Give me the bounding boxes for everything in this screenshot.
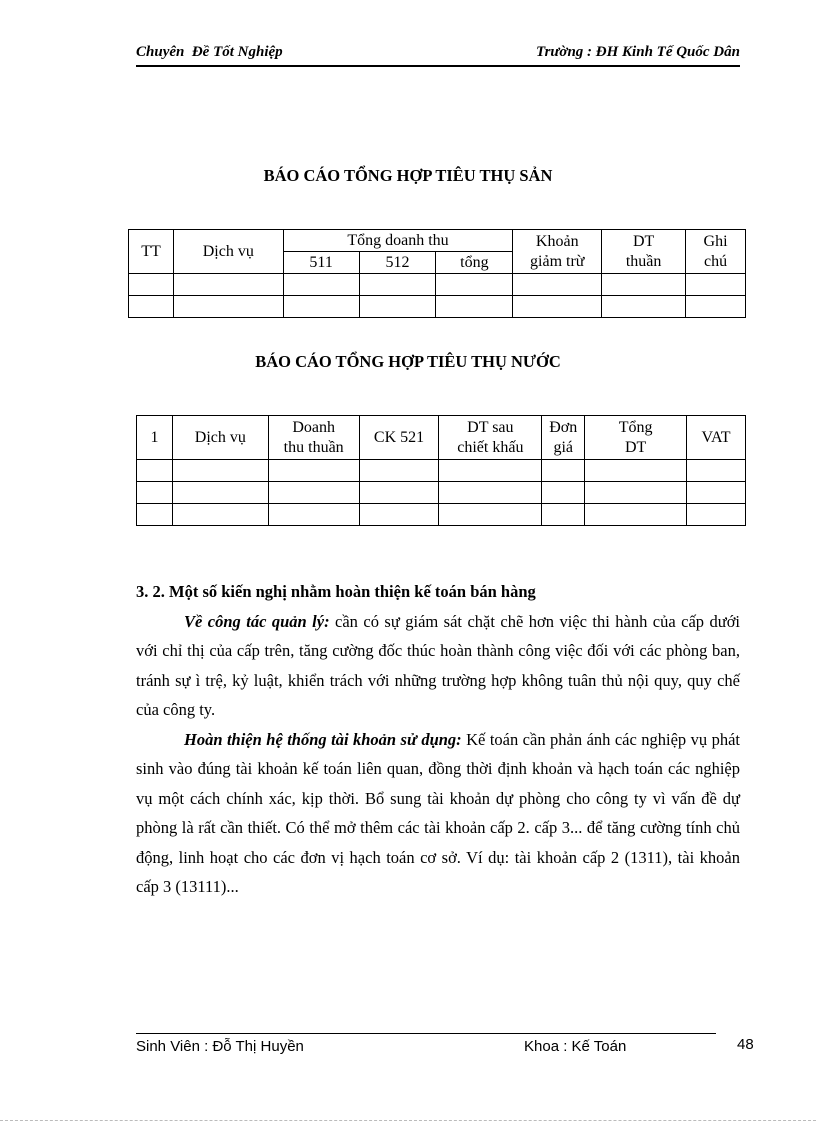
paragraph-management: [136, 607, 740, 725]
col-total-dt-line1: Tổng: [618, 418, 653, 436]
paragraph-management-text: cần có sự giám sát chặt chẽ hơn việc thi hành của cấp dưới với chỉ thị của cấp trên, tăng cường đốc thúc hoàn thành công việc đối với các phòng ban, tránh sự ì trệ, kỷ luật, khiển trách với những trường hợp không tuân thủ nội quy, quy chế của công ty.: [136, 611, 740, 719]
header-right-school: Trường : ĐH Kinh Tế Quốc Dân: [535, 44, 740, 60]
col-net-revenue: [602, 230, 686, 274]
col-ck-521: CK 521: [359, 416, 439, 460]
col-net-line2: thuần: [625, 252, 662, 270]
col-note: [686, 230, 746, 274]
col-net-revenue-line2: thu thuần: [283, 438, 344, 456]
report2-table: [136, 415, 746, 526]
col-after-discount: [439, 416, 542, 460]
footer-divider: [136, 1033, 716, 1034]
col-after-discount-line2: chiết khấu: [457, 438, 524, 456]
col-deductions-line2: giảm trừ: [530, 252, 585, 270]
report1-table: [128, 229, 746, 318]
col-service: Dịch vụ: [172, 416, 268, 460]
col-vat: VAT: [687, 416, 746, 460]
col-total-dt-line2: DT: [624, 438, 647, 456]
header-left-title: Chuyên Đề Tốt Nghiệp: [136, 44, 283, 60]
paragraph-accounts-lead: Hoàn thiện hệ thống tài khoản sử dụng:: [184, 729, 462, 749]
col-total: tổng: [436, 252, 513, 274]
page-header: [136, 44, 740, 67]
table-row: [137, 504, 746, 526]
report2-title: BÁO CÁO TỔNG HỢP TIÊU THỤ NƯỚC: [255, 352, 561, 371]
paragraph-accounts: [136, 725, 740, 902]
col-512: 512: [359, 252, 436, 274]
col-net-revenue: [268, 416, 359, 460]
col-note-line1: Ghi: [703, 232, 728, 250]
col-total-dt: [585, 416, 687, 460]
footer-faculty: Khoa : Kế Toán: [524, 1038, 627, 1055]
col-net-revenue-line1: Doanh: [292, 418, 335, 436]
page-edge: [0, 1120, 816, 1121]
paragraph-accounts-text: Kế toán cần phản ánh các nghiệp vụ phát sinh vào đúng tài khoản kế toán liên quan, đồng thời định khoản và hạch toán các nghiệp vụ một cách chính xác, kịp thời. Bổ sung tài khoản dự phòng cho công ty vì vấn đề dự phòng là rất cần thiết. Có thể mở thêm các tài khoản cấp 2. cấp 3... để tăng cường tính chủ động, linh hoạt cho các đơn vị hạch toán cơ sở. Ví dụ: tài khoản cấp 2 (1311), tài khoản cấp 3 (13111)...: [136, 729, 741, 896]
col-deductions-line1: Khoản: [535, 232, 579, 250]
col-deductions: [513, 230, 602, 274]
paragraph-management-lead: Về công tác quản lý:: [184, 611, 330, 631]
col-no: 1: [137, 416, 173, 460]
page-number: 48: [737, 1036, 754, 1053]
col-service: Dịch vụ: [173, 230, 283, 274]
section-heading: 3. 2. Một số kiến nghị nhằm hoàn thiện kế toán bán hàng: [136, 582, 536, 601]
table-row: [129, 274, 746, 296]
report1-title: BÁO CÁO TỔNG HỢP TIÊU THỤ SẢN: [263, 166, 553, 185]
footer-student: Sinh Viên : Đỗ Thị Huyền: [136, 1038, 304, 1055]
table-row: [129, 296, 746, 318]
col-unit-price-line2: giá: [553, 438, 573, 456]
col-tt: TT: [129, 230, 174, 274]
col-net-line1: DT: [632, 232, 655, 250]
table-row: [137, 460, 746, 482]
col-after-discount-line1: DT sau: [467, 418, 514, 436]
col-unit-price: [542, 416, 585, 460]
section-body: [136, 577, 740, 902]
col-511: 511: [283, 252, 359, 274]
col-total-revenue: Tổng doanh thu: [283, 230, 513, 252]
col-unit-price-line1: Đơn: [549, 418, 578, 436]
table-row: [137, 482, 746, 504]
col-note-line2: chú: [703, 252, 728, 270]
